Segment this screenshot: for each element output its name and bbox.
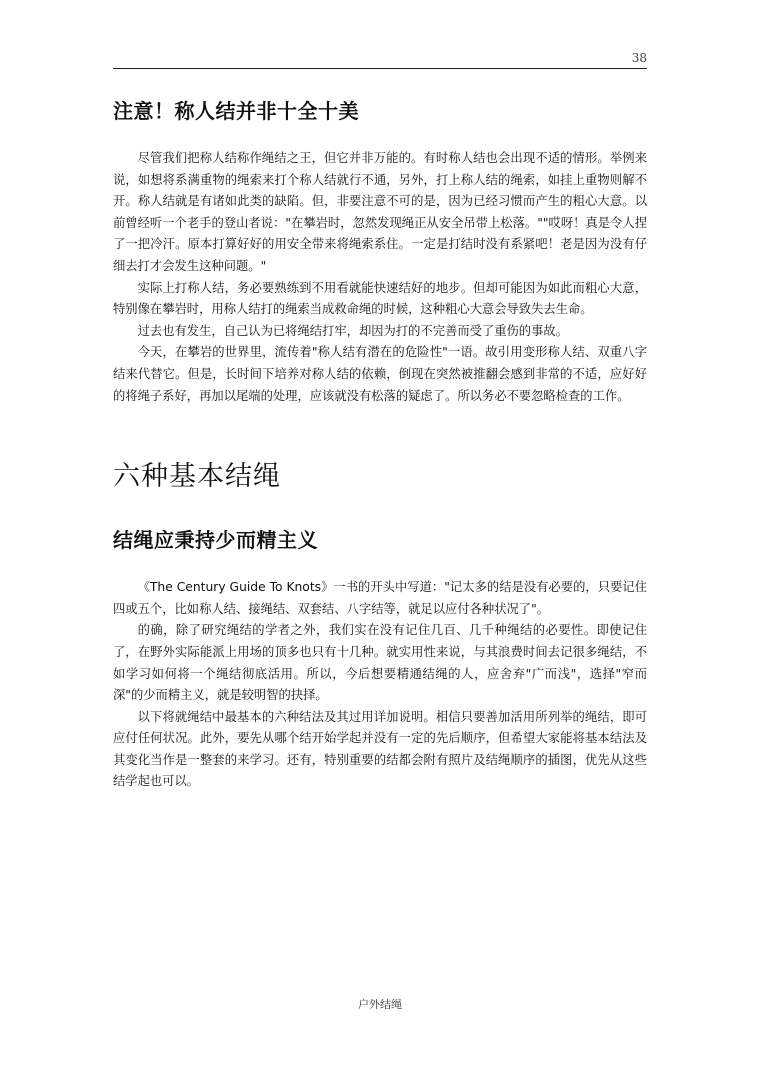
paragraph: 今天，在攀岩的世界里，流传着"称人结有潜在的危险性"一语。故引用变形称人结、双重八字结来代替它。但是，长时间下培养对称人结的依赖，倒现在突然被推翻会感到非常的不适，应好好的将绳子系好，再加以尾端的处理，应该就没有松落的疑虑了。所以务必不要忽略检查的工作。 [113, 345, 647, 403]
header-rule [113, 68, 647, 69]
page-content [113, 96, 647, 793]
section-heading-principle: 结绳应秉持少而精主义 [113, 528, 318, 553]
paragraph: 实际上打称人结，务必要熟练到不用看就能快速结好的地步。但却可能因为如此而粗心大意，特别像在攀岩时，用称人结打的绳索当成救命绳的时候，这种粗心大意会导致失去生命。 [113, 280, 647, 317]
page-number: 38 [631, 51, 647, 65]
paragraph: 以下将就绳结中最基本的六种结法及其过用详加说明。相信只要善加活用所列举的绳结，即可应付任何状况。此外，要先从哪个结开始学起并没有一定的先后顺序，但希望大家能将基本结法及其变化当作是一整套的来学习。还有，特别重要的结都会附有照片及结绳顺序的插图，优先从这些结学起也可以。 [113, 709, 647, 789]
paragraph: 尽管我们把称人结称作绳结之王，但它并非万能的。有时称人结也会出现不适的情形。举例来说，如想将系满重物的绳索来打个称人结就行不通，另外，打上称人结的绳索，如挂上重物则解不开。称人结就是有诸如此类的缺陷。但，非要注意不可的是，因为已经习惯而产生的粗心大意。以前曾经听一个老手的登山者说："在攀岩时，忽然发现绳正从安全吊带上松落。""哎呀！真是令人捏了一把冷汗。原本打算好好的用安全带来将绳索系住。一定是打结时没有系紧吧！老是因为没有仔细去打才会发生这种问题。" [113, 151, 647, 273]
paragraph: 《The Century Guide To Knots》一书的开头中写道："记太多的结是没有必要的，只要记住四或五个，比如称人结、接绳结、双套结、八字结等，就足以应付各种状况了"。 [113, 580, 647, 616]
paragraph: 过去也有发生，自己认为已将绳结打牢，却因为打的不完善而受了重伤的事故。 [137, 323, 568, 338]
page-footer: 户外结绳 [358, 998, 402, 1011]
paragraph: 的确，除了研究绳结的学者之外，我们实在没有记住几百、几千种绳结的必要性。即使记住了，在野外实际能派上用场的顶多也只有十几种。就实用性来说，与其浪费时间去记很多绳结，不如学习如何将一个绳结彻底活用。所以，今后想要精通结绳的人，应舍弃"广而浅"，选择"窄而深"的少而精主义，就是较明智的抉择。 [113, 623, 647, 703]
chapter-title: 六种基本结绳 [113, 461, 281, 493]
section-heading-caution: 注意！称人结并非十全十美 [113, 99, 359, 123]
